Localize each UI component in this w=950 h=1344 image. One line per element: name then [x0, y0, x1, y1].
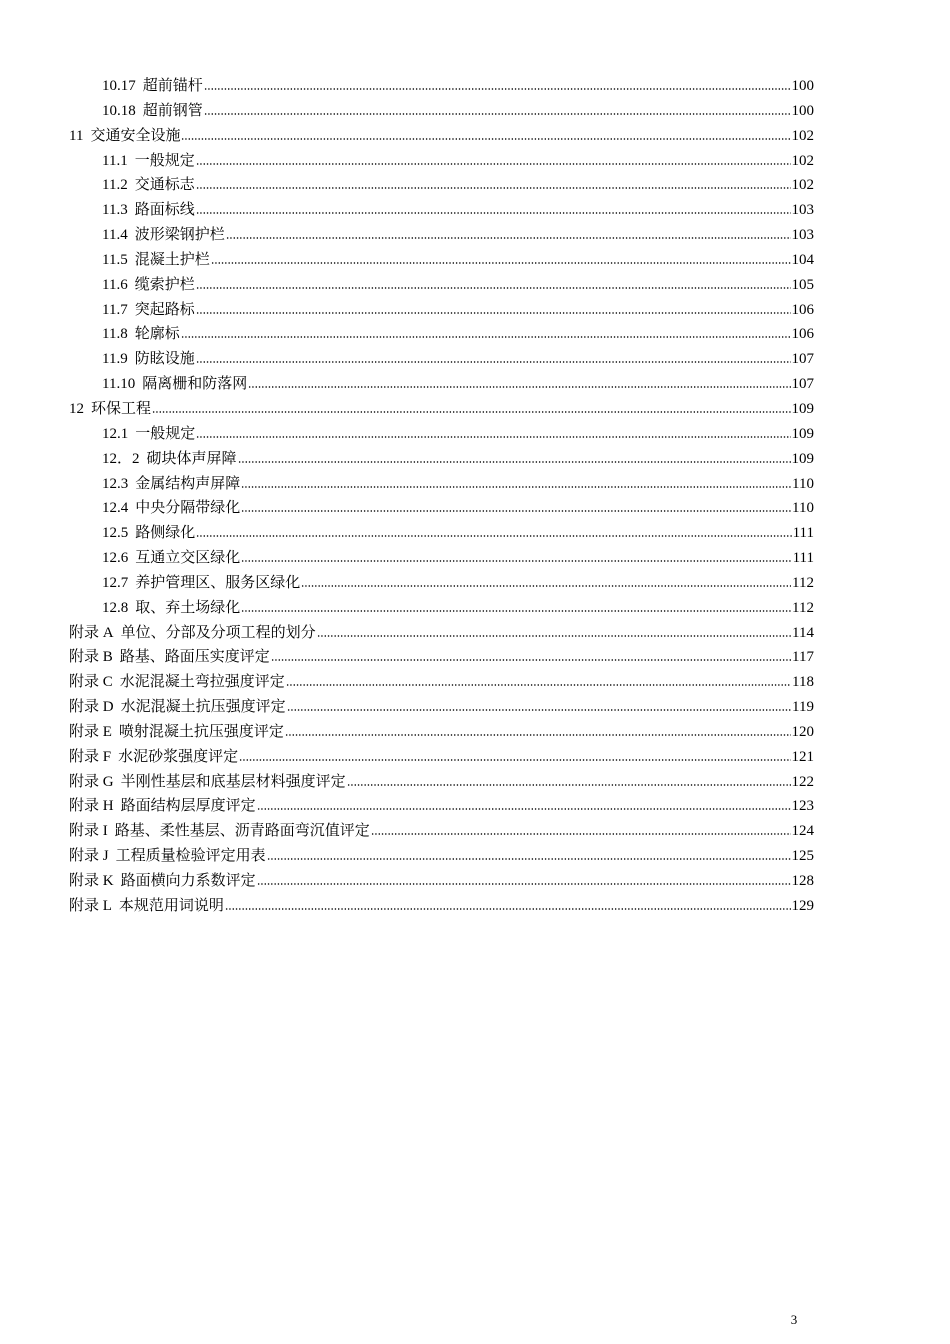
toc-entry-number: 附录 F [69, 748, 112, 765]
toc-entry[interactable] [69, 447, 814, 472]
page-number: 3 [790, 1312, 798, 1327]
toc-dot-leader [287, 701, 791, 711]
toc-entry-label [102, 571, 300, 596]
toc-entry-page: 105 [791, 276, 814, 293]
toc-entry[interactable] [69, 223, 814, 248]
toc-entry-page: 102 [791, 177, 814, 194]
toc-entry-number: 附录 L [69, 897, 112, 914]
toc-entry-number: 11.1 [102, 152, 128, 169]
toc-entry-label [102, 422, 195, 447]
toc-entry-label [102, 74, 203, 99]
toc-entry-page: 120 [791, 723, 814, 740]
toc-dot-leader [347, 776, 791, 786]
toc-entry-label [69, 794, 256, 819]
toc-entry-number: 附录 J [69, 848, 109, 865]
toc-entry-label [69, 819, 370, 844]
toc-entry-page: 102 [791, 152, 814, 169]
toc-dot-leader [317, 627, 791, 637]
toc-dot-leader [239, 751, 790, 761]
toc-dot-leader [271, 651, 791, 661]
toc-entry[interactable] [69, 844, 814, 869]
toc-entry[interactable] [69, 546, 814, 571]
toc-entry[interactable] [69, 794, 814, 819]
toc-entry[interactable] [69, 596, 814, 621]
toc-entry[interactable] [69, 173, 814, 198]
toc-dot-leader [196, 179, 791, 189]
toc-entry[interactable] [69, 770, 814, 795]
toc-entry-number: 附录 D [69, 699, 114, 716]
toc-entry-number: 11.3 [102, 202, 128, 219]
toc-entry-title: 本规范用词说明 [118, 897, 224, 914]
toc-dot-leader [226, 229, 791, 239]
toc-entry-number: 附录 H [69, 798, 114, 815]
toc-dot-leader [267, 850, 791, 860]
toc-dot-leader [181, 130, 790, 140]
toc-entry-number: 12.4 [102, 500, 129, 517]
toc-entry-number: 附录 K [69, 873, 114, 889]
toc-dot-leader [196, 155, 791, 165]
toc-dot-leader [196, 353, 791, 363]
toc-entry-title: 环保工程 [91, 400, 152, 417]
toc-entry-label [69, 621, 316, 646]
toc-entry-label [102, 322, 180, 347]
toc-entry[interactable] [69, 521, 814, 546]
toc-entry-title: 喷射混凝土抗压强度评定 [118, 723, 284, 740]
toc-dot-leader [196, 204, 791, 214]
toc-entry[interactable] [69, 248, 814, 273]
toc-dot-leader [285, 726, 791, 736]
toc-entry-title: 互通立交区绿化 [135, 550, 241, 567]
toc-entry-title: 水泥混凝土弯拉强度评定 [119, 674, 285, 691]
toc-entry[interactable] [69, 745, 814, 770]
toc-entry-number: 11.8 [102, 326, 128, 343]
toc-entry-label [102, 149, 195, 174]
toc-dot-leader [211, 254, 791, 264]
toc-entry-page: 122 [791, 773, 814, 790]
toc-entry-page: 117 [792, 649, 814, 666]
toc-entry-label [69, 695, 286, 720]
toc-entry-title: 突起路标 [134, 301, 195, 318]
toc-entry-title: 交通标志 [134, 177, 195, 194]
toc-dot-leader [248, 378, 790, 388]
toc-entry-number: 11.10 [102, 376, 136, 393]
toc-entry[interactable] [69, 720, 814, 745]
toc-entry-title: 砌块体声屏障 [146, 450, 237, 467]
toc-entry-number: 11.7 [102, 301, 128, 318]
toc-entry[interactable] [69, 298, 814, 323]
toc-entry-label [102, 198, 195, 223]
toc-entry-label [102, 173, 195, 198]
toc-entry-label [102, 521, 195, 546]
toc-entry-label [102, 273, 195, 298]
toc-entry-title: 超前锚杆 [142, 78, 203, 94]
toc-entry-title: 防眩设施 [134, 351, 195, 368]
toc-entry-page: 103 [791, 227, 814, 244]
toc-dot-leader [181, 328, 791, 338]
toc-entry-title: 金属结构声屏障 [135, 475, 241, 492]
toc-dot-leader [257, 875, 791, 885]
toc-entry-title: 中央分隔带绿化 [135, 500, 241, 517]
toc-entry[interactable] [69, 149, 814, 174]
toc-dot-leader [371, 825, 791, 835]
toc-entry-title: 一般规定 [135, 425, 196, 442]
toc-dot-leader [241, 602, 791, 612]
toc-entry-label [102, 496, 240, 521]
toc-entry-page: 109 [791, 425, 814, 442]
toc-entry-page: 124 [791, 823, 814, 840]
toc-entry-number: 11 [69, 127, 84, 144]
toc-entry-label [69, 844, 266, 869]
toc-entry[interactable] [69, 670, 814, 695]
toc-entry-title: 超前钢管 [142, 102, 203, 119]
toc-entry-page: 100 [791, 78, 814, 94]
toc-entry-label [69, 670, 285, 695]
toc-entry[interactable] [69, 124, 814, 149]
toc-entry-label [69, 720, 284, 745]
toc-entry-number: 12.5 [102, 525, 129, 542]
toc-entry-title: 路基、柔性基层、沥青路面弯沉值评定 [114, 823, 370, 840]
toc-entry-number: 11.4 [102, 227, 128, 244]
toc-entry-number: 10.17 [102, 78, 136, 94]
toc-entry-title: 水泥混凝土抗压强度评定 [120, 699, 286, 716]
toc-entry[interactable] [69, 99, 814, 124]
toc-entry-page: 128 [791, 873, 814, 889]
toc-entry-label [69, 869, 256, 894]
toc-entry-page: 103 [791, 202, 814, 219]
toc-entry[interactable] [69, 571, 814, 596]
toc-entry[interactable] [69, 372, 814, 397]
toc-entry[interactable] [69, 74, 814, 99]
toc-entry[interactable] [69, 819, 814, 844]
toc-dot-leader [196, 527, 791, 537]
toc-entry-number: 附录 A [69, 624, 114, 641]
toc-entry-page: 100 [791, 102, 814, 119]
toc-entry-page: 125 [791, 848, 814, 865]
toc-dot-leader [241, 478, 791, 488]
toc-entry-page: 106 [791, 301, 814, 318]
toc-entry-label [102, 447, 237, 472]
toc-dot-leader [152, 403, 790, 413]
toc-entry-title: 隔离栅和防落网 [142, 376, 248, 393]
toc-entry-page: 106 [791, 326, 814, 343]
toc-entry[interactable] [69, 422, 814, 447]
toc-entry[interactable] [69, 894, 814, 919]
toc-entry-label [69, 645, 270, 670]
toc-entry-page: 110 [792, 475, 814, 492]
toc-entry-page: 104 [791, 251, 814, 268]
toc-dot-leader [301, 577, 791, 587]
table-of-contents [69, 74, 814, 919]
toc-entry-label [102, 99, 203, 124]
toc-entry-label [69, 770, 346, 795]
toc-entry-label [69, 397, 151, 422]
toc-entry-page: 109 [791, 450, 814, 467]
toc-entry-page: 109 [791, 400, 814, 417]
toc-entry-title: 交通安全设施 [90, 127, 181, 144]
toc-entry-page: 121 [791, 748, 814, 765]
toc-entry-title: 养护管理区、服务区绿化 [135, 574, 301, 591]
toc-entry-title: 取、弃土场绿化 [135, 599, 241, 616]
toc-dot-leader [225, 900, 791, 910]
toc-entry-label [69, 894, 224, 919]
toc-entry-number: 12.8 [102, 599, 129, 616]
toc-entry-number: 11.5 [102, 251, 128, 268]
toc-dot-leader [257, 800, 791, 810]
toc-entry[interactable] [69, 869, 814, 894]
toc-entry-page: 129 [791, 897, 814, 914]
toc-dot-leader [238, 453, 791, 463]
toc-entry-label [102, 596, 240, 621]
toc-dot-leader [241, 552, 791, 562]
toc-dot-leader [196, 304, 791, 314]
toc-entry-title: 轮廓标 [134, 326, 180, 343]
toc-entry-number: 11.2 [102, 177, 128, 194]
toc-entry-title: 路面结构层厚度评定 [120, 798, 256, 815]
toc-entry-title: 半刚性基层和底基层材料强度评定 [120, 773, 346, 790]
toc-entry-title: 水泥砂浆强度评定 [118, 748, 239, 765]
toc-entry-number: 附录 I [69, 823, 108, 840]
toc-entry-page: 114 [792, 624, 814, 641]
toc-entry-title: 路面横向力系数评定 [120, 873, 256, 889]
toc-dot-leader [196, 428, 790, 438]
toc-entry-page: 112 [792, 599, 814, 616]
toc-entry-number: 附录 G [69, 773, 114, 790]
toc-entry-number: 附录 E [69, 723, 112, 740]
toc-entry-title: 路基、路面压实度评定 [119, 649, 270, 666]
toc-entry[interactable] [69, 322, 814, 347]
toc-entry-number: 11.6 [102, 276, 128, 293]
toc-entry-title: 混凝土护栏 [134, 251, 210, 268]
toc-entry-label [102, 472, 240, 497]
toc-entry-number: 附录 C [69, 674, 113, 691]
toc-entry-label [102, 372, 247, 397]
toc-entry-page: 123 [791, 798, 814, 815]
toc-entry[interactable] [69, 472, 814, 497]
toc-entry[interactable] [69, 273, 814, 298]
toc-entry[interactable] [69, 645, 814, 670]
toc-entry[interactable] [69, 347, 814, 372]
toc-entry[interactable] [69, 695, 814, 720]
toc-entry-number: 12.7 [102, 574, 129, 591]
toc-entry-number: 12.1 [102, 425, 129, 442]
toc-entry-title: 路面标线 [134, 202, 195, 219]
toc-entry-page: 102 [791, 127, 814, 144]
toc-entry-page: 111 [792, 525, 814, 542]
toc-dot-leader [204, 105, 791, 115]
toc-entry-number: 12 [69, 400, 84, 417]
toc-entry-page: 110 [792, 500, 814, 517]
toc-entry-page: 107 [791, 376, 814, 393]
toc-entry-label [102, 546, 240, 571]
toc-entry-number: 附录 B [69, 649, 113, 666]
toc-entry-number: 12.3 [102, 475, 129, 492]
toc-entry-page: 111 [792, 550, 814, 567]
toc-entry[interactable] [69, 198, 814, 223]
toc-entry-label [69, 124, 180, 149]
toc-entry-number: 11.9 [102, 351, 128, 368]
toc-entry-label [102, 347, 195, 372]
toc-entry-page: 112 [792, 574, 814, 591]
toc-entry-label [69, 745, 238, 770]
toc-entry-page: 107 [791, 351, 814, 368]
toc-entry-title: 单位、分部及分项工程的划分 [120, 624, 316, 641]
toc-entry-title: 一般规定 [134, 152, 195, 169]
toc-entry-label [102, 248, 210, 273]
toc-dot-leader [241, 502, 791, 512]
toc-dot-leader [204, 80, 791, 90]
toc-entry-title: 工程质量检验评定用表 [115, 848, 266, 865]
toc-entry-title: 波形梁钢护栏 [134, 227, 225, 244]
toc-dot-leader [196, 279, 791, 289]
toc-entry[interactable] [69, 397, 814, 422]
toc-dot-leader [286, 676, 791, 686]
toc-entry-page: 119 [792, 699, 814, 716]
toc-entry-page: 118 [792, 674, 814, 691]
toc-entry-label [102, 223, 225, 248]
toc-entry-number: 12．2 [102, 450, 140, 467]
toc-entry-number: 12.6 [102, 550, 129, 567]
toc-entry-title: 路侧绿化 [135, 525, 196, 542]
toc-entry-number: 10.18 [102, 102, 136, 119]
toc-entry-label [102, 298, 195, 323]
toc-entry[interactable] [69, 496, 814, 521]
toc-entry-title: 缆索护栏 [134, 276, 195, 293]
toc-entry[interactable] [69, 621, 814, 646]
